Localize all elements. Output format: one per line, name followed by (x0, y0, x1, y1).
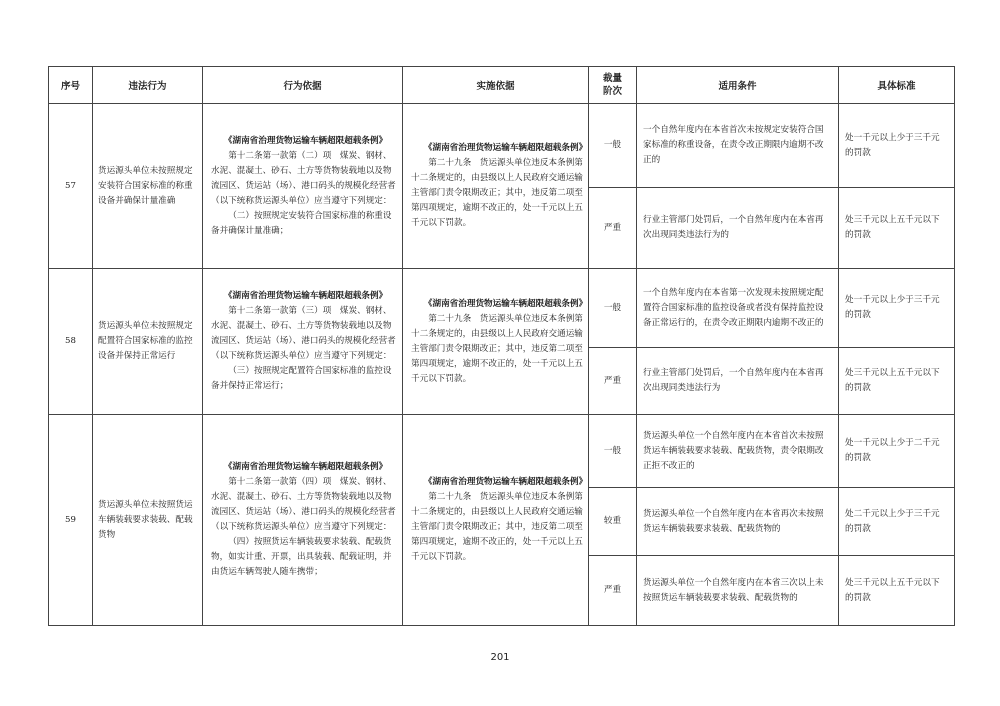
table-row (49, 415, 955, 488)
level-cell: 较重 (589, 488, 637, 556)
basis-law-title: 《湖南省治理货物运输车辆超限超载条例》 (223, 135, 388, 146)
basis-item: （二）按照规定安装符合国家标准的称重设备并确保计量准确； (211, 210, 392, 236)
condition-cell: 货运源头单位一个自然年度内在本省首次未按照货运车辆装载要求装载、配载货物，责令限期改正拒不改正的 (637, 415, 839, 488)
basis-cell (203, 269, 403, 415)
impl-text: 第二十九条 货运源头单位违反本条例第十二条规定的，由县级以上人民政府交通运输主管部门责令限期改正；其中，违反第二项至第四项规定，逾期不改正的，处一千元以上五千元以下罚款。 (411, 492, 583, 562)
standard-cell: 处一千元以上少于三千元的罚款 (839, 104, 955, 188)
condition-cell: 行业主管部门处罚后，一个自然年度内在本省再次出现同类违法行为的 (637, 188, 839, 269)
header-std: 具体标准 (839, 67, 955, 104)
penalty-standards-table (48, 66, 955, 626)
standard-cell: 处三千元以上五千元以下的罚款 (839, 556, 955, 626)
basis-text: 第十二条第一款第（四）项 煤炭、钢材、水泥、混凝土、砂石、土方等货物装载地以及物流园区、货运站（场）、港口码头的规模化经营者（以下统称货运源头单位）应当遵守下列规定： (211, 477, 396, 532)
row-number: 59 (49, 415, 93, 626)
impl-text: 第二十九条 货运源头单位违反本条例第十二条规定的，由县级以上人民政府交通运输主管部门责令限期改正；其中，违反第二项至第四项规定，逾期不改正的，处一千元以上五千元以下罚款。 (411, 313, 583, 384)
condition-cell: 货运源头单位一个自然年度内在本省三次以上未按照货运车辆装载要求装载、配载货物的 (637, 556, 839, 626)
condition-cell: 货运源头单位一个自然年度内在本省再次未按照货运车辆装载要求装载、配载货物的 (637, 488, 839, 556)
header-row (49, 67, 955, 104)
header-basis: 行为依据 (203, 67, 403, 104)
violation-cell: 货运源头单位未按照规定安装符合国家标准的称重设备并确保计量准确 (93, 104, 203, 269)
condition-cell: 一个自然年度内在本省第一次发现未按照规定配置符合国家标准的监控设备或者没有保持监控设备正常运行的，在责令改正期限内逾期不改正的 (637, 269, 839, 348)
condition-cell: 行业主管部门处罚后，一个自然年度内在本省再次出现同类违法行为 (637, 348, 839, 415)
header-no: 序号 (49, 67, 93, 104)
standard-cell: 处一千元以上少于三千元的罚款 (839, 269, 955, 348)
row-number: 58 (49, 269, 93, 415)
standard-cell: 处三千元以上五千元以下的罚款 (839, 348, 955, 415)
condition-cell: 一个自然年度内在本省首次未按规定安装符合国家标准的称重设备，在责令改正期限内逾期不改正的 (637, 104, 839, 188)
table-row (49, 269, 955, 348)
standard-cell: 处三千元以上五千元以下的罚款 (839, 188, 955, 269)
level-cell: 严重 (589, 188, 637, 269)
impl-law-title: 《湖南省治理货物运输车辆超限超载条例》 (423, 298, 588, 309)
standard-cell: 处一千元以上少于二千元的罚款 (839, 415, 955, 488)
basis-cell (203, 104, 403, 269)
violation-cell: 货运源头单位未按照规定配置符合国家标准的监控设备并保持正常运行 (93, 269, 203, 415)
violation-cell: 货运源头单位未按照货运车辆装载要求装载、配载货物 (93, 415, 203, 626)
implementation-cell (403, 269, 589, 415)
level-cell: 严重 (589, 556, 637, 626)
implementation-cell (403, 104, 589, 269)
page-number: 201 (490, 652, 510, 663)
basis-text: 第十二条第一款第（二）项 煤炭、钢材、水泥、混凝土、砂石、土方等货物装载地以及物流园区、货运站（场）、港口码头的规模化经营者（以下统称货运源头单位）应当遵守下列规定： (211, 150, 396, 206)
implementation-cell (403, 415, 589, 626)
level-cell: 一般 (589, 104, 637, 188)
header-level: 裁量 阶次 (589, 67, 637, 104)
header-impl: 实施依据 (403, 67, 589, 104)
impl-law-title: 《湖南省治理货物运输车辆超限超载条例》 (423, 143, 588, 153)
header-act: 违法行为 (93, 67, 203, 104)
table-row (49, 104, 955, 188)
basis-cell (203, 415, 403, 626)
basis-item: （四）按照货运车辆装载要求装载、配载货物，如实计重、开票，出具装载、配载证明，并由货运车辆驾驶人随车携带； (211, 537, 392, 577)
basis-item: （三）按照规定配置符合国家标准的监控设备并保持正常运行； (211, 366, 392, 391)
impl-law-title: 《湖南省治理货物运输车辆超限超载条例》 (423, 477, 588, 487)
basis-text: 第十二条第一款第（三）项 煤炭、钢材、水泥、混凝土、砂石、土方等货物装载地以及物流园区、货运站（场）、港口码头的规模化经营者（以下统称货运源头单位）应当遵守下列规定： (211, 306, 396, 361)
level-cell: 一般 (589, 269, 637, 348)
standard-cell: 处二千元以上少于三千元的罚款 (839, 488, 955, 556)
row-number: 57 (49, 104, 93, 269)
impl-text: 第二十九条 货运源头单位违反本条例第十二条规定的，由县级以上人民政府交通运输主管部门责令限期改正；其中，违反第二项至第四项规定，逾期不改正的，处一千元以上五千元以下罚款。 (411, 158, 583, 228)
level-cell: 一般 (589, 415, 637, 488)
basis-law-title: 《湖南省治理货物运输车辆超限超载条例》 (223, 291, 388, 301)
basis-law-title: 《湖南省治理货物运输车辆超限超载条例》 (223, 462, 388, 472)
level-cell: 严重 (589, 348, 637, 415)
header-cond: 适用条件 (637, 67, 839, 104)
